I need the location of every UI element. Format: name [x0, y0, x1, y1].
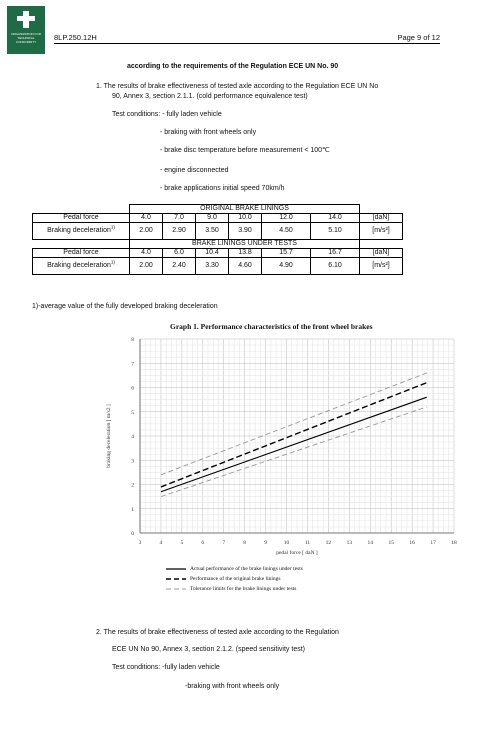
- y-tick-label: 3: [131, 458, 134, 465]
- tested-linings-title: BRAKE LININGS UNDER TESTS: [130, 240, 360, 249]
- section1-line2: 90, Annex 3, section 2.1.1. (cold performance equivalence test): [112, 93, 308, 100]
- y-tick-label: 0: [131, 531, 134, 537]
- logo-text: ORGANIZATION FOR TECHNICAL CONFORMITY: [11, 32, 41, 44]
- brake-results-table: [32, 204, 403, 275]
- condition-item: - braking with front wheels only: [160, 129, 257, 136]
- section1-conditions-title: Test conditions: - fully laden vehicle: [112, 111, 222, 118]
- series-line: [161, 383, 427, 487]
- y-tick-label: 8: [131, 337, 134, 343]
- legend-light-dashed-swatch: [166, 587, 186, 591]
- y-tick-label: 7: [131, 361, 134, 368]
- series-line: [161, 407, 427, 497]
- table-row: Pedal force 4.0 6.0 10.4 13.8 15.7 16.7 [daN]: [33, 249, 403, 258]
- x-tick-label: 14: [367, 540, 374, 546]
- page-number: Page 9 of 12: [397, 33, 440, 42]
- x-tick-label: 4: [159, 540, 163, 546]
- document-id: 8LP.250.12H: [54, 33, 97, 42]
- page-heading: according to the requirements of the Regulation ECE UN No. 90: [127, 63, 339, 70]
- legend-item: Actual performance of the brake linings under tests: [166, 564, 303, 574]
- header-rule: [54, 43, 440, 44]
- x-tick-label: 16: [409, 540, 415, 546]
- condition-item: - engine disconnected: [160, 167, 229, 174]
- chart-series: [161, 373, 427, 497]
- chart-grid: [140, 339, 454, 533]
- legend-item: Tolerance limits for the brake linings under tests: [166, 584, 303, 594]
- x-tick-label: 13: [346, 540, 353, 546]
- y-tick-label: 4: [131, 434, 134, 440]
- x-tick-label: 8: [243, 540, 247, 546]
- table-row: Pedal force 4.0 7.0 9.0 10.0 12.0 14.0 [daN]: [33, 214, 403, 223]
- table-row: Braking deceleration$^{1)}$ 2.00 2.90 3.50 3.90 4.50 5.10 [m/s²]: [33, 223, 403, 240]
- x-tick-label: 18: [451, 540, 457, 546]
- deceleration-label: Braking deceleration$^{1)}$: [33, 223, 130, 240]
- pedal-force-label: Pedal force: [33, 214, 130, 223]
- y-tick-label: 6: [131, 385, 134, 392]
- section1-line1: 1. The results of brake effectiveness of tested axle according to the Regulation ECE UN No: [96, 83, 379, 90]
- legend-dashed-swatch: [166, 577, 186, 581]
- section2-condition-item: -braking with front wheels only: [185, 683, 280, 690]
- x-tick-label: 15: [388, 540, 394, 546]
- performance-chart: [94, 333, 464, 555]
- x-tick-label: 11: [304, 540, 311, 546]
- series-line: [161, 397, 427, 492]
- x-tick-label: 10: [283, 540, 290, 546]
- y-tick-label: 5: [131, 409, 134, 416]
- x-tick-label: 3: [138, 540, 142, 546]
- legend-solid-swatch: [166, 567, 186, 571]
- y-tick-label: 1: [131, 506, 134, 513]
- x-tick-label: 12: [325, 540, 332, 546]
- chart-legend: [166, 564, 303, 594]
- section2-line1: 2. The results of brake effectiveness of tested axle according to the Regulation: [96, 629, 339, 636]
- x-tick-label: 9: [264, 540, 267, 546]
- condition-item: - brake applications initial speed 70km/h: [160, 185, 285, 192]
- section2-line2: ECE UN No 90, Annex 3, section 2.1.2. (speed sensitivity test): [112, 646, 305, 653]
- footnote: 1)-average value of the fully developed braking deceleration: [32, 303, 218, 310]
- section2-conditions-title: Test conditions: -fully laden vehicle: [112, 664, 220, 671]
- y-tick-label: 2: [131, 482, 134, 489]
- x-axis-label: pedal force [ daN ]: [276, 550, 318, 555]
- organization-logo: [7, 6, 45, 54]
- x-tick-label: 17: [430, 540, 436, 546]
- y-axis-label: braking deceleration [ m/s2 ]: [106, 404, 112, 468]
- legend-item: Performance of the original brake linings: [166, 574, 303, 584]
- original-linings-title: ORIGINAL BRAKE LININGS: [130, 205, 360, 214]
- x-tick-label: 5: [180, 540, 184, 546]
- condition-item: - brake disc temperature before measurement < 100℃: [160, 147, 330, 154]
- graph-title: Graph 1. Performance characteristics of the front wheel brakes: [170, 322, 373, 331]
- x-tick-label: 7: [222, 540, 226, 546]
- x-tick-label: 6: [201, 540, 205, 546]
- table-row: Braking deceleration$^{1)}$ 2.00 2.40 3.30 4.60 4.90 6.10 [m/s²]: [33, 258, 403, 275]
